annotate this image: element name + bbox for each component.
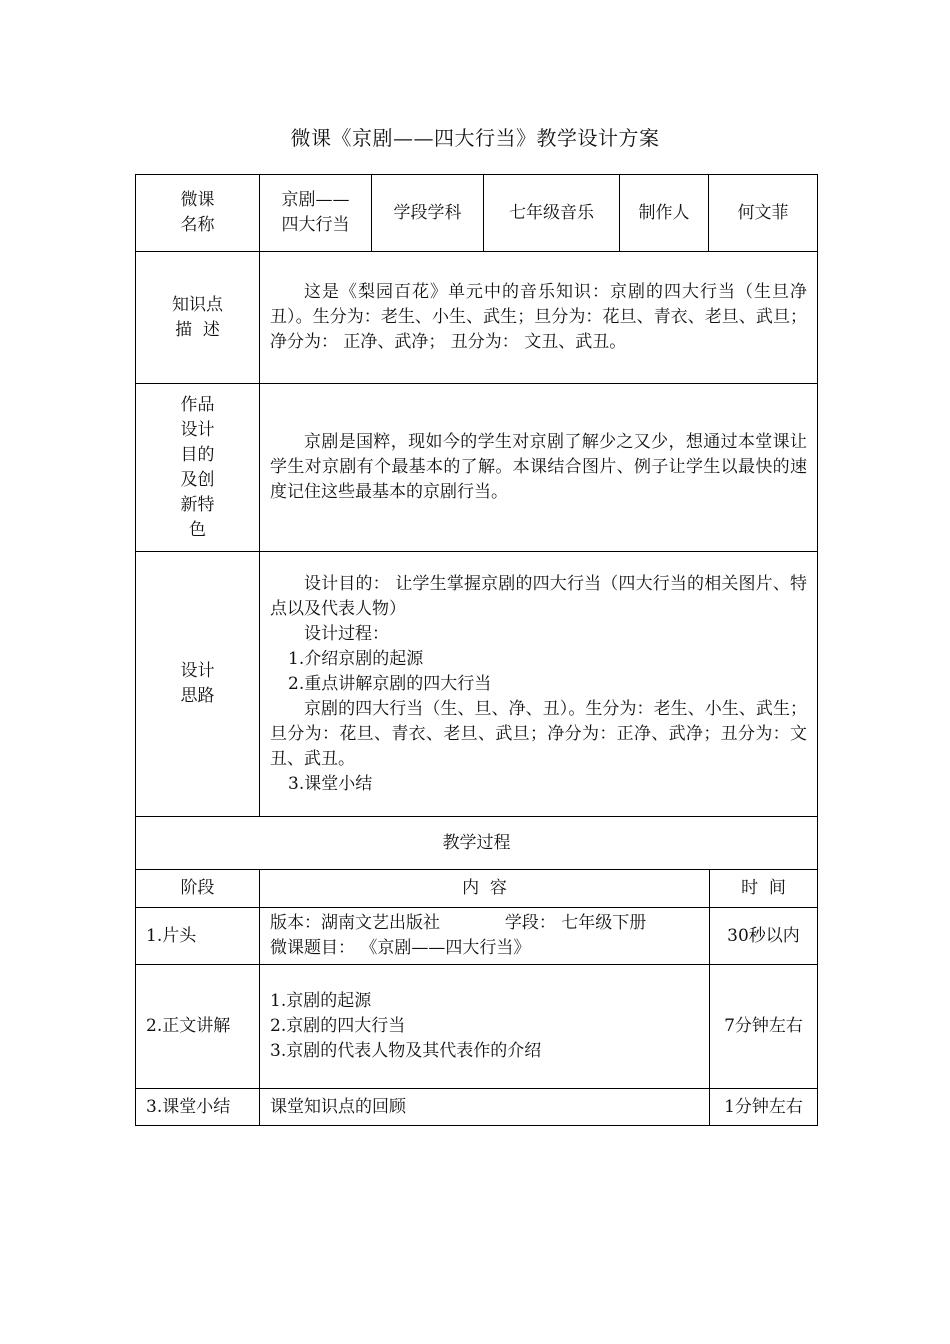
col-content-header bbox=[259, 869, 709, 907]
subject-value: 七年级音乐 bbox=[509, 202, 594, 223]
knowledge-label-line2: 描 述 bbox=[175, 319, 220, 340]
name-value-line1: 京剧—— bbox=[281, 190, 350, 210]
design-label-cell bbox=[135, 551, 259, 816]
time-value: 30秒以内 bbox=[727, 925, 800, 946]
document-title: 微课《京剧——四大行当》教学设计方案 bbox=[290, 126, 660, 150]
table-row bbox=[135, 964, 818, 1088]
knowledge-label-line1: 知识点 bbox=[172, 294, 223, 315]
time-cell bbox=[709, 907, 818, 964]
process-heading-cell bbox=[135, 816, 818, 869]
design-step-3: 3.课堂小结 bbox=[288, 773, 373, 794]
stage-cell bbox=[135, 1088, 259, 1126]
content-line: 1.京剧的起源 bbox=[270, 991, 372, 1011]
design-text-cell bbox=[259, 551, 818, 816]
content-cell bbox=[259, 907, 709, 964]
time-cell bbox=[709, 964, 818, 1088]
col-time-label: 时 间 bbox=[741, 878, 786, 898]
stage-label: 1.片头 bbox=[146, 925, 197, 946]
purpose-label-line3: 目的 bbox=[180, 444, 215, 465]
col-content-label: 内 容 bbox=[462, 878, 507, 898]
stage-label: 3.课堂小结 bbox=[146, 1096, 231, 1117]
design-process-label: 设计过程： bbox=[304, 623, 389, 644]
knowledge-text: 这是《梨园百花》单元中的音乐知识：京剧的四大行当（生旦净丑）。生分为：老生、小生、武生；旦分为：花旦、青衣、老旦、武旦；净分为： 正净、武净； 丑分为： 文丑、武丑。 bbox=[270, 282, 807, 352]
author-label-cell bbox=[619, 174, 708, 251]
col-stage-label: 阶段 bbox=[180, 878, 215, 898]
stage-cell bbox=[135, 964, 259, 1088]
stage-label: 2.正文讲解 bbox=[146, 1016, 231, 1036]
subject-label-cell bbox=[371, 174, 483, 251]
stage-cell bbox=[135, 907, 259, 964]
purpose-label-line4: 及创 bbox=[180, 469, 215, 490]
knowledge-row bbox=[135, 251, 818, 383]
col-time-header bbox=[709, 869, 818, 907]
purpose-label-line2: 设计 bbox=[180, 419, 215, 440]
author-value-cell bbox=[708, 174, 818, 251]
time-cell bbox=[709, 1088, 818, 1126]
table-row bbox=[135, 907, 818, 964]
purpose-label-line1: 作品 bbox=[180, 394, 215, 415]
name-label-line1: 微课 bbox=[180, 190, 215, 210]
purpose-label-line6: 色 bbox=[189, 519, 206, 540]
col-stage-header bbox=[135, 869, 259, 907]
author-value: 何文菲 bbox=[737, 202, 789, 223]
purpose-text-cell bbox=[259, 383, 818, 551]
process-heading: 教学过程 bbox=[442, 832, 511, 853]
content-cell bbox=[259, 964, 709, 1088]
table-row bbox=[135, 1088, 818, 1126]
subject-value-cell bbox=[483, 174, 619, 251]
design-label-line1: 设计 bbox=[180, 661, 215, 681]
knowledge-text-cell bbox=[259, 251, 818, 383]
purpose-label-cell bbox=[135, 383, 259, 551]
design-detail: 京剧的四大行当（生、旦、净、丑）。生分为：老生、小生、武生；旦分为：花旦、青衣、老旦、武旦；净分为：正净、武净；丑分为：文丑、武丑。 bbox=[270, 698, 807, 769]
name-value-cell bbox=[259, 174, 371, 251]
process-heading-row bbox=[135, 816, 818, 869]
purpose-text: 京剧是国粹，现如今的学生对京剧了解少之又少，想通过本堂课让学生对京剧有个最基本的了解。本课结合图片、例子让学生以最快的速度记住这些最基本的京剧行当。 bbox=[270, 432, 807, 502]
content-line: 3.京剧的代表人物及其代表作的介绍 bbox=[270, 1041, 542, 1061]
design-row bbox=[135, 551, 818, 816]
content-line: 2.京剧的四大行当 bbox=[270, 1016, 406, 1036]
design-label-line2: 思路 bbox=[180, 686, 215, 706]
content-line: 课堂知识点的回顾 bbox=[270, 1096, 406, 1117]
content-line: 版本：湖南文艺出版社 学段： 七年级下册 bbox=[270, 913, 647, 933]
process-header-row bbox=[135, 869, 818, 907]
purpose-row bbox=[135, 383, 818, 551]
name-label-line2: 名称 bbox=[180, 215, 215, 235]
content-line: 微课题目： 《京剧——四大行当》 bbox=[270, 938, 531, 958]
author-label: 制作人 bbox=[638, 202, 690, 223]
name-label-cell bbox=[135, 174, 259, 251]
design-step-1: 1.介绍京剧的起源 bbox=[288, 648, 424, 669]
time-value: 1分钟左右 bbox=[724, 1096, 803, 1117]
subject-label: 学段学科 bbox=[393, 202, 462, 223]
purpose-label-line5: 新特 bbox=[180, 494, 215, 515]
design-step-2: 2.重点讲解京剧的四大行当 bbox=[288, 673, 492, 694]
design-goal: 设计目的： 让学生掌握京剧的四大行当（四大行当的相关图片、特点以及代表人物） bbox=[270, 573, 807, 619]
header-row bbox=[135, 174, 818, 251]
content-cell bbox=[259, 1088, 709, 1126]
name-value-line2: 四大行当 bbox=[281, 215, 350, 235]
knowledge-label-cell bbox=[135, 251, 259, 383]
design-table bbox=[135, 174, 818, 1126]
time-value: 7分钟左右 bbox=[724, 1016, 803, 1036]
